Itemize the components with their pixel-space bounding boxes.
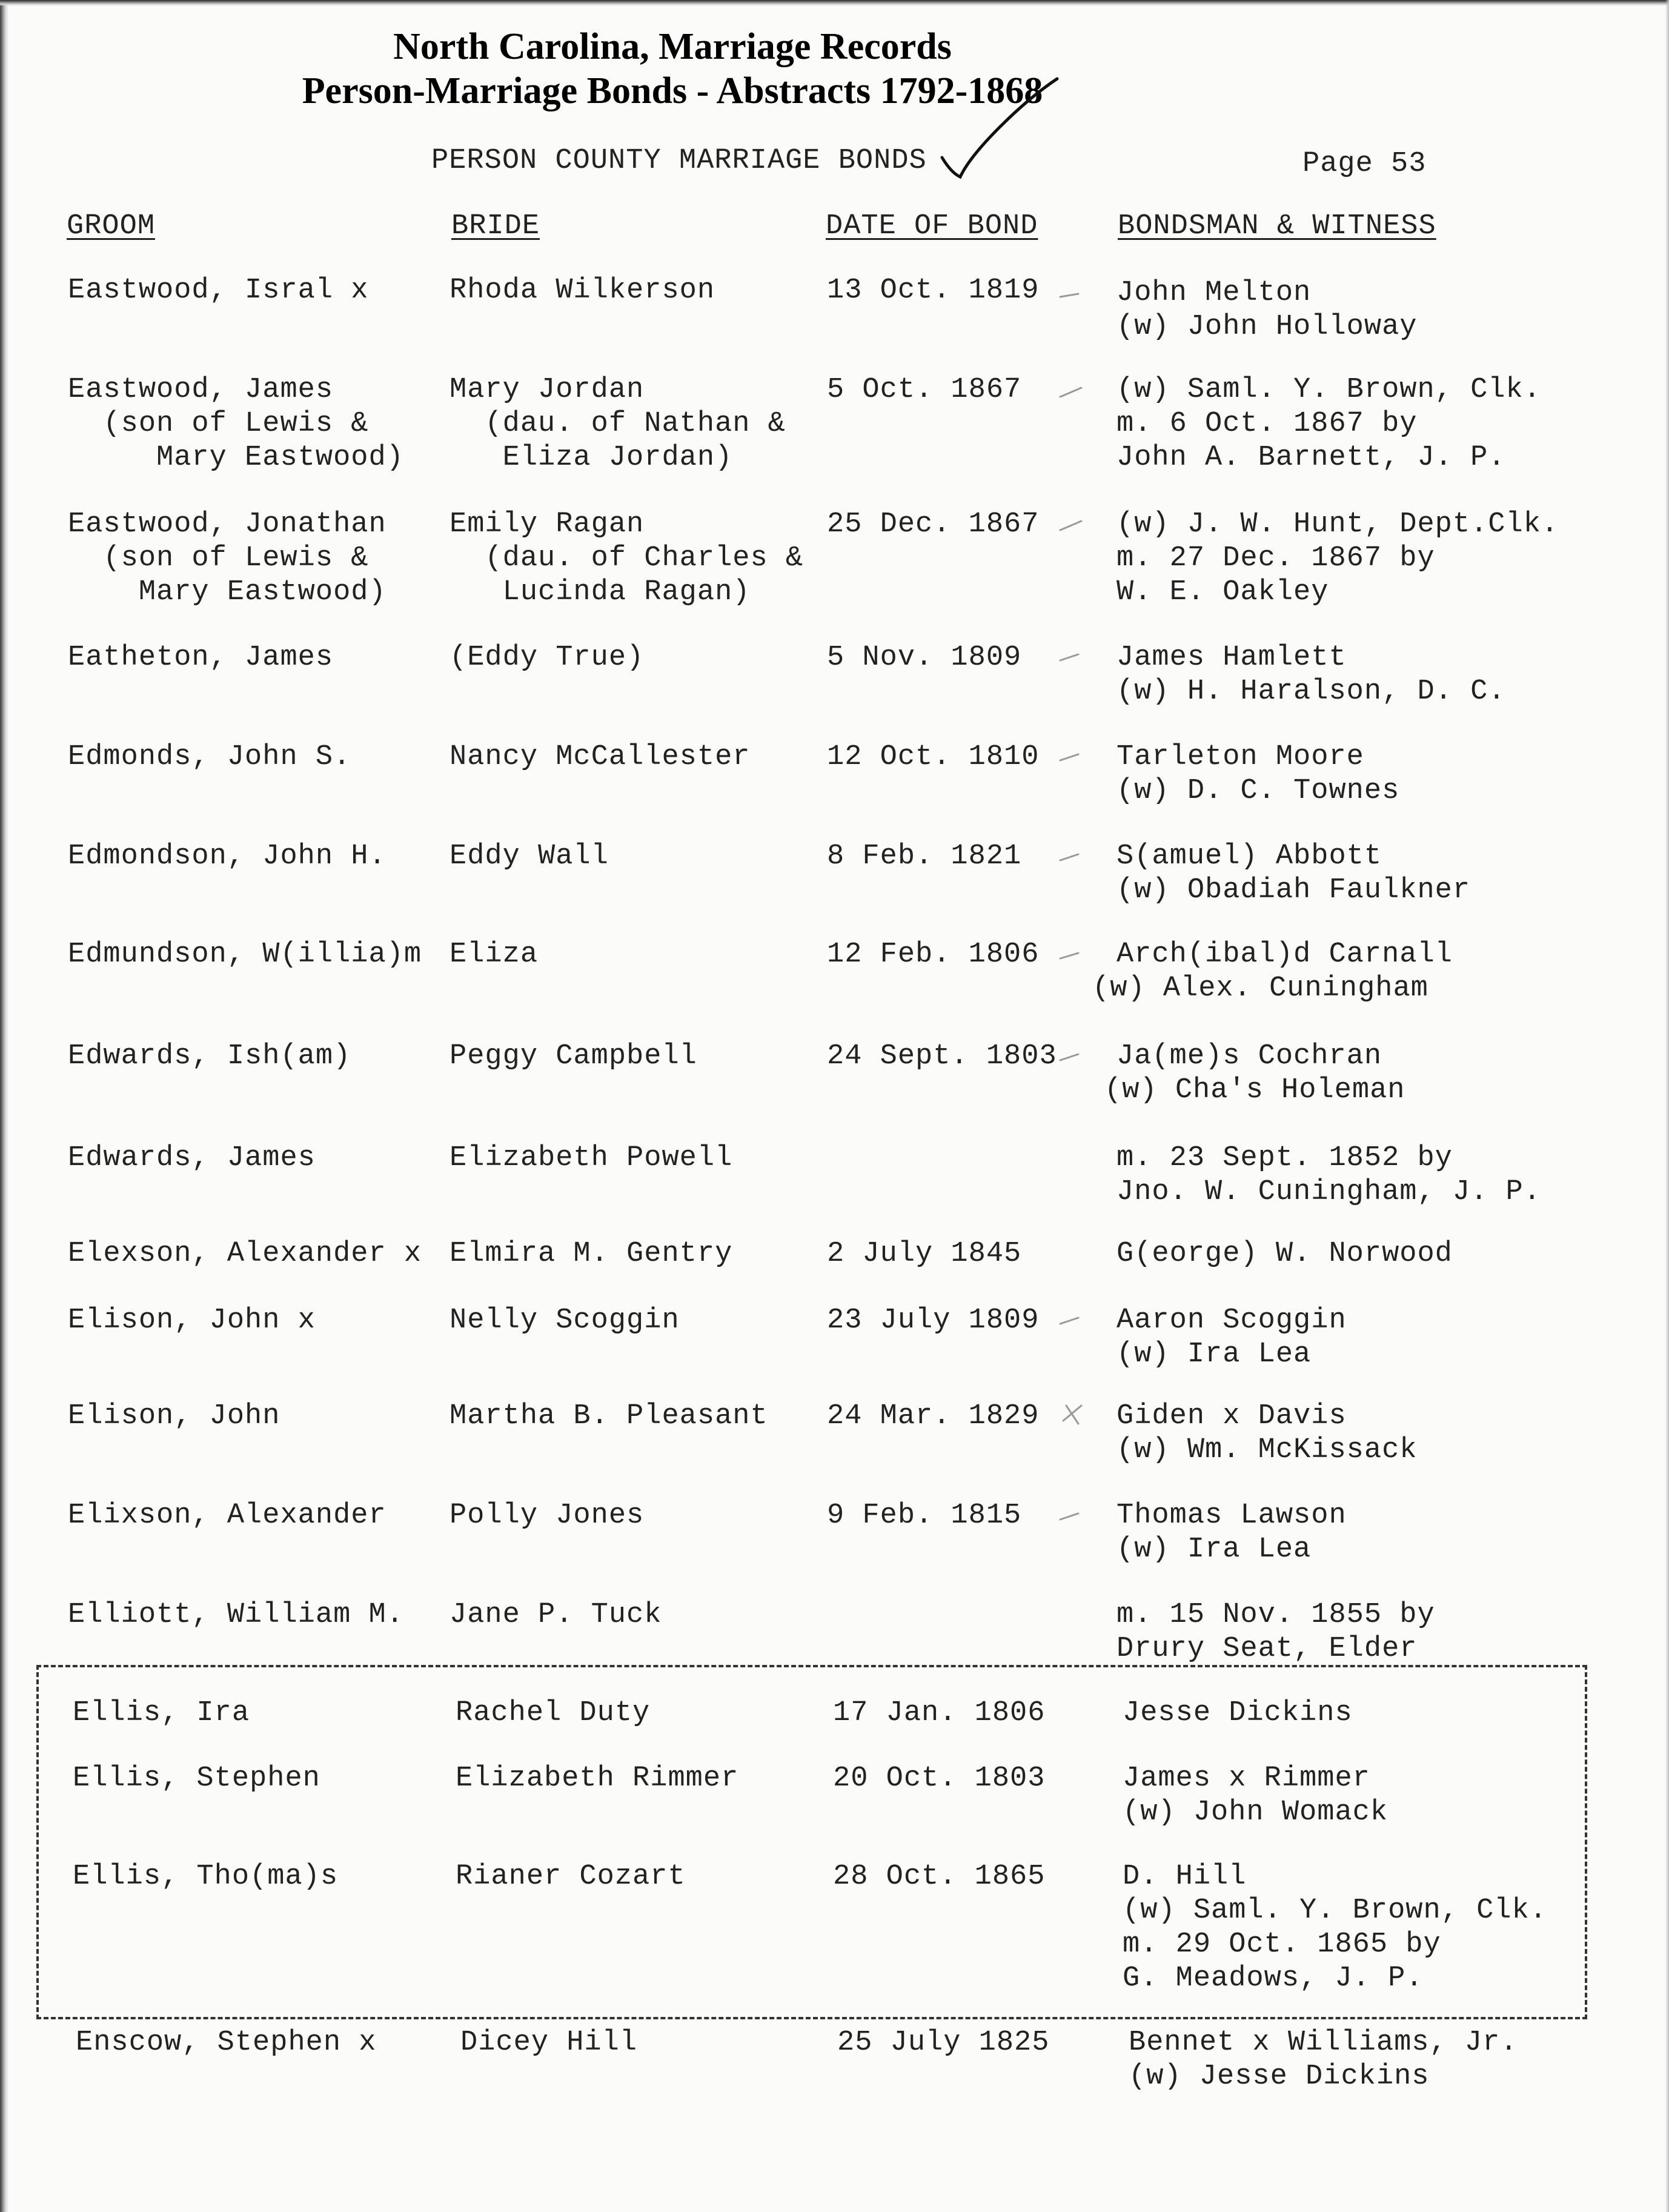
bride-cell: Dicey Hill	[460, 2027, 638, 2059]
date-cell: 9 Feb. 1815	[827, 1500, 1022, 1532]
bondsman-cell: S(amuel) Abbott (w) Obadiah Faulkner	[1117, 840, 1471, 906]
bride-cell: Peggy Campbell	[450, 1040, 697, 1072]
scan-edge-right	[1665, 0, 1669, 2212]
bride-cell: Polly Jones	[450, 1500, 645, 1532]
record-row	[0, 1141, 1669, 1208]
record-row	[0, 1598, 1669, 1665]
bride-cell: Martha B. Pleasant	[450, 1400, 768, 1432]
bride-cell: Nancy McCallester	[450, 741, 751, 773]
date-cell: 5 Oct. 1867	[827, 374, 1022, 406]
tick-marks	[1054, 267, 1115, 1781]
date-cell: 5 Nov. 1809	[827, 642, 1022, 674]
record-row	[0, 2026, 1669, 2093]
collection-title: North Carolina, Marriage Records	[393, 26, 952, 67]
county-title: PERSON COUNTY MARRIAGE BONDS	[431, 145, 927, 177]
groom-cell: Eastwood, Jonathan (son of Lewis & Mary Eastwood)	[68, 508, 387, 608]
bondsman-cell: Tarleton Moore (w) D. C. Townes	[1117, 741, 1400, 807]
bride-cell: Eddy Wall	[450, 840, 609, 872]
bondsman-cell: John Melton (w) John Holloway	[1117, 277, 1418, 343]
date-cell: 17 Jan. 1806	[833, 1697, 1046, 1729]
record-row	[0, 373, 1669, 474]
groom-cell: Ellis, Stephen	[73, 1762, 320, 1795]
groom-cell: Ellis, Ira	[73, 1697, 250, 1729]
groom-cell: Edmondson, John H.	[68, 840, 387, 872]
groom-cell: Edmundson, W(illia)m	[68, 938, 422, 971]
scan-edge-top	[0, 0, 1669, 6]
bondsman-cell: Jesse Dickins	[1123, 1697, 1353, 1729]
date-cell: 13 Oct. 1819	[827, 274, 1040, 307]
collection-subtitle: Person-Marriage Bonds - Abstracts 1792-1868	[302, 70, 1043, 111]
bondsman-cell: Arch(ibal)d Carnall (w) Alex. Cuningham	[1092, 938, 1453, 1005]
bondsman-cell: D. Hill (w) Saml. Y. Brown, Clk. m. 29 Oct. 1865 by G. Meadows, J. P.	[1123, 1861, 1547, 1994]
date-cell: 2 July 1845	[827, 1238, 1022, 1270]
date-cell: 23 July 1809	[827, 1304, 1040, 1337]
record-row	[0, 1237, 1669, 1270]
bride-cell: Elizabeth Powell	[450, 1142, 733, 1174]
groom-cell: Elexson, Alexander x	[68, 1238, 422, 1270]
bondsman-cell: (w) J. W. Hunt, Dept.Clk. m. 27 Dec. 1867 by W. E. Oakley	[1117, 508, 1559, 608]
page-number: Page 53	[1302, 148, 1427, 180]
bondsman-cell: m. 15 Nov. 1855 by Drury Seat, Elder	[1117, 1599, 1435, 1665]
groom-cell: Edmonds, John S.	[68, 741, 351, 773]
groom-cell: Elison, John x	[68, 1304, 316, 1337]
date-cell: 28 Oct. 1865	[833, 1861, 1046, 1893]
record-row	[0, 641, 1669, 708]
bride-cell: Nelly Scoggin	[450, 1304, 680, 1337]
record-row	[0, 1860, 1669, 1994]
bondsman-cell: (w) Saml. Y. Brown, Clk. m. 6 Oct. 1867 by John A. Barnett, J. P.	[1117, 374, 1541, 474]
date-cell: 24 Sept. 1803	[827, 1040, 1057, 1072]
groom-cell: Elison, John	[68, 1400, 280, 1432]
bride-cell: Eliza	[450, 938, 539, 971]
date-cell: 20 Oct. 1803	[833, 1762, 1046, 1795]
bondsman-cell: Bennet x Williams, Jr. (w) Jesse Dickins	[1129, 2027, 1518, 2093]
bondsman-cell: Giden x Davis (w) Wm. McKissack	[1117, 1400, 1418, 1466]
date-cell: 25 July 1825	[837, 2027, 1050, 2059]
groom-cell: Eatheton, James	[68, 642, 334, 674]
bondsman-cell: Thomas Lawson (w) Ira Lea	[1117, 1500, 1347, 1566]
groom-cell: Eastwood, James (son of Lewis & Mary Eastwood)	[68, 374, 404, 474]
column-header-bride: BRIDE	[451, 210, 540, 242]
bride-cell: Elmira M. Gentry	[450, 1238, 733, 1270]
record-row	[0, 1696, 1669, 1729]
bondsman-cell: m. 23 Sept. 1852 by Jno. W. Cuningham, J. P.	[1117, 1142, 1541, 1208]
date-cell: 12 Feb. 1806	[827, 938, 1040, 971]
groom-cell: Edwards, Ish(am)	[68, 1040, 351, 1072]
checkmark-icon	[933, 67, 1066, 188]
bride-cell: Rianer Cozart	[456, 1861, 686, 1893]
date-cell: 12 Oct. 1810	[827, 741, 1040, 773]
record-row	[0, 740, 1669, 807]
date-cell: 8 Feb. 1821	[827, 840, 1022, 872]
date-cell: 25 Dec. 1867	[827, 508, 1040, 540]
bondsman-cell: Aaron Scoggin (w) Ira Lea	[1117, 1304, 1347, 1370]
groom-cell: Ellis, Tho(ma)s	[73, 1861, 339, 1893]
scan-edge-left	[0, 0, 8, 2212]
groom-cell: Edwards, James	[68, 1142, 316, 1174]
groom-cell: Elliott, William M.	[68, 1599, 404, 1631]
groom-cell: Eastwood, Isral x	[68, 274, 369, 307]
date-cell: 24 Mar. 1829	[827, 1400, 1040, 1432]
groom-cell: Enscow, Stephen x	[76, 2027, 377, 2059]
bondsman-cell: James Hamlett (w) H. Haralson, D. C.	[1117, 642, 1506, 708]
bride-cell: Elizabeth Rimmer	[456, 1762, 739, 1795]
column-header-bondsman: BONDSMAN & WITNESS	[1118, 210, 1436, 242]
column-header-groom: GROOM	[67, 210, 156, 242]
bondsman-cell: G(eorge) W. Norwood	[1117, 1238, 1453, 1270]
bride-cell: Rachel Duty	[456, 1697, 651, 1729]
bride-cell: Jane P. Tuck	[450, 1599, 662, 1631]
record-row	[0, 1499, 1669, 1566]
bride-cell: (Eddy True)	[450, 642, 645, 674]
bondsman-cell: Ja(me)s Cochran (w) Cha's Holeman	[1104, 1040, 1405, 1106]
bride-cell: Mary Jordan (dau. of Nathan & Eliza Jordan)	[450, 374, 786, 474]
bride-cell: Rhoda Wilkerson	[450, 274, 715, 307]
groom-cell: Elixson, Alexander	[68, 1500, 387, 1532]
bride-cell: Emily Ragan (dau. of Charles & Lucinda Ragan)	[450, 508, 804, 608]
bondsman-cell: James x Rimmer (w) John Womack	[1123, 1762, 1389, 1828]
column-header-date: DATE OF BOND	[826, 210, 1038, 242]
